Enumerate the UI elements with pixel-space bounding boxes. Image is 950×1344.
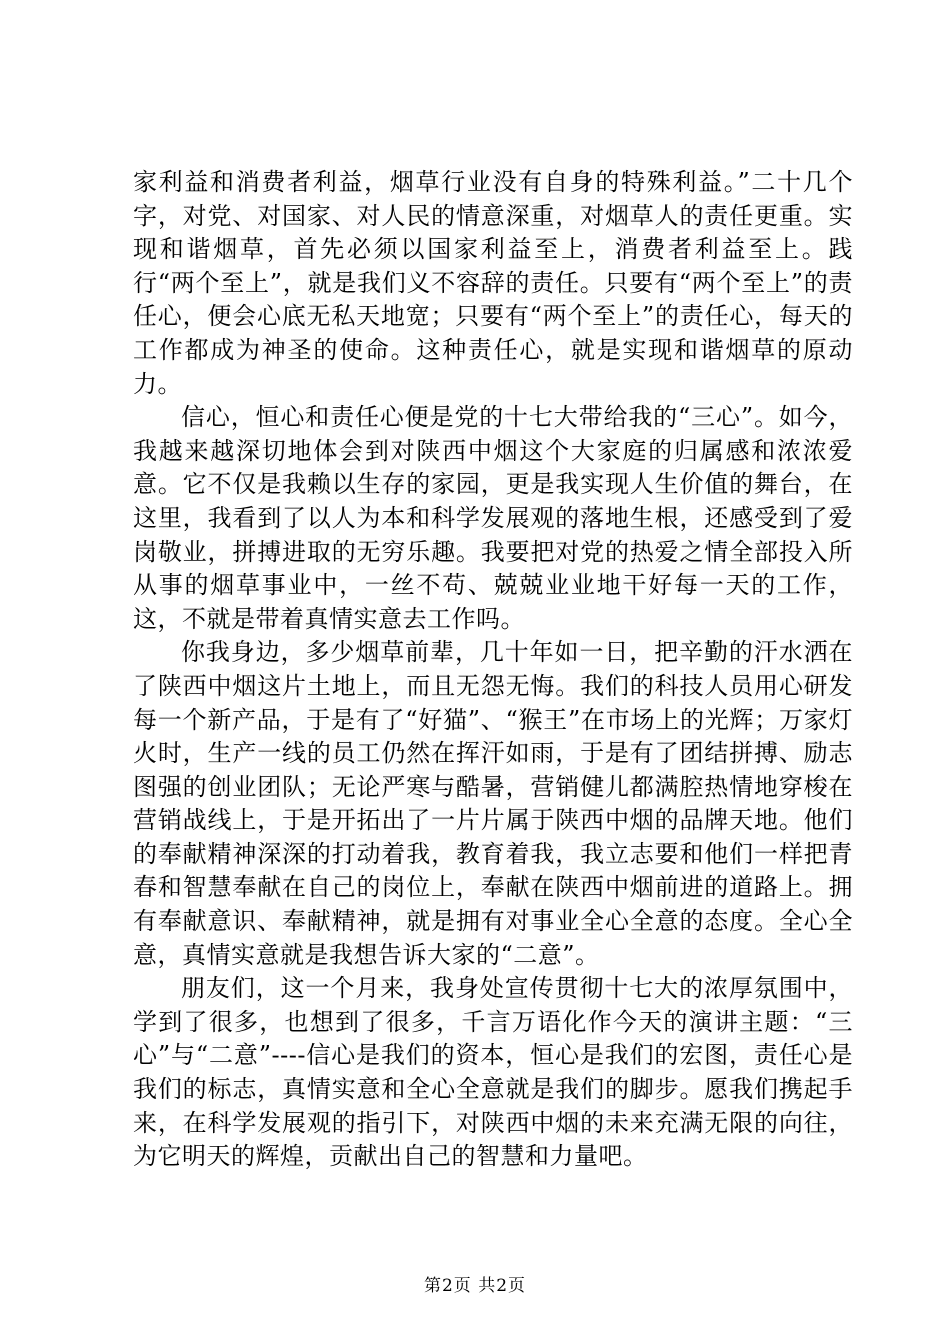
- document-body: [133, 166, 853, 1174]
- paragraph-4: 朋友们，这一个月来，我身处宣传贯彻十七大的浓厚氛围中，学到了很多，也想到了很多，千言万语化作今天的演讲主题：“三心”与“二意”----信心是我们的资本，恒心是我们的宏图，责任心是我们的标志，真情实意和全心全意就是我们的脚步。愿我们携起手来，在科学发展观的指引下，对陕西中烟的未来充满无限的向往，为它明天的辉煌，贡献出自己的智慧和力量吧。: [133, 974, 853, 1171]
- paragraph-2: 信心，恒心和责任心便是党的十七大带给我的“三心”。如今，我越来越深切地体会到对陕西中烟这个大家庭的归属感和浓浓爱意。它不仅是我赖以生存的家园，更是我实现人生价值的舞台，在这里，我看到了以人为本和科学发展观的落地生根，还感受到了爱岗敬业，拼搏进取的无穷乐趣。我要把对党的热爱之情全部投入所从事的烟草事业中，一丝不苟、兢兢业业地干好每一天的工作，这，不就是带着真情实意去工作吗。: [133, 403, 853, 633]
- page-footer: 第2页 共2页: [423, 1276, 527, 1296]
- paragraph-1: 家利益和消费者利益，烟草行业没有自身的特殊利益。”二十几个字，对党、对国家、对人民的情意深重，对烟草人的责任更重。实现和谐烟草，首先必须以国家利益至上，消费者利益至上。践行“两个至上”，就是我们义不容辞的责任。只要有“两个至上”的责任心，便会心底无私天地宽；只要有“两个至上”的责任心，每天的工作都成为神圣的使命。这种责任心，就是实现和谐烟草的原动力。: [133, 168, 853, 398]
- paragraph-3: 你我身边，多少烟草前辈，几十年如一日，把辛勤的汗水洒在了陕西中烟这片土地上，而且无怨无悔。我们的科技人员用心研发每一个新产品，于是有了“好猫”、“猴王”在市场上的光辉；万家灯火时，生产一线的员工仍然在挥汗如雨，于是有了团结拼搏、励志图强的创业团队；无论严寒与酷暑，营销健儿都满腔热情地穿梭在营销战线上，于是开拓出了一片片属于陕西中烟的品牌天地。他们的奉献精神深深的打动着我，教育着我，我立志要和他们一样把青春和智慧奉献在自己的岗位上，奉献在陕西中烟前进的道路上。拥有奉献意识、奉献精神，就是拥有对事业全心全意的态度。全心全意，真情实意就是我想告诉大家的“二意”。: [133, 638, 853, 969]
